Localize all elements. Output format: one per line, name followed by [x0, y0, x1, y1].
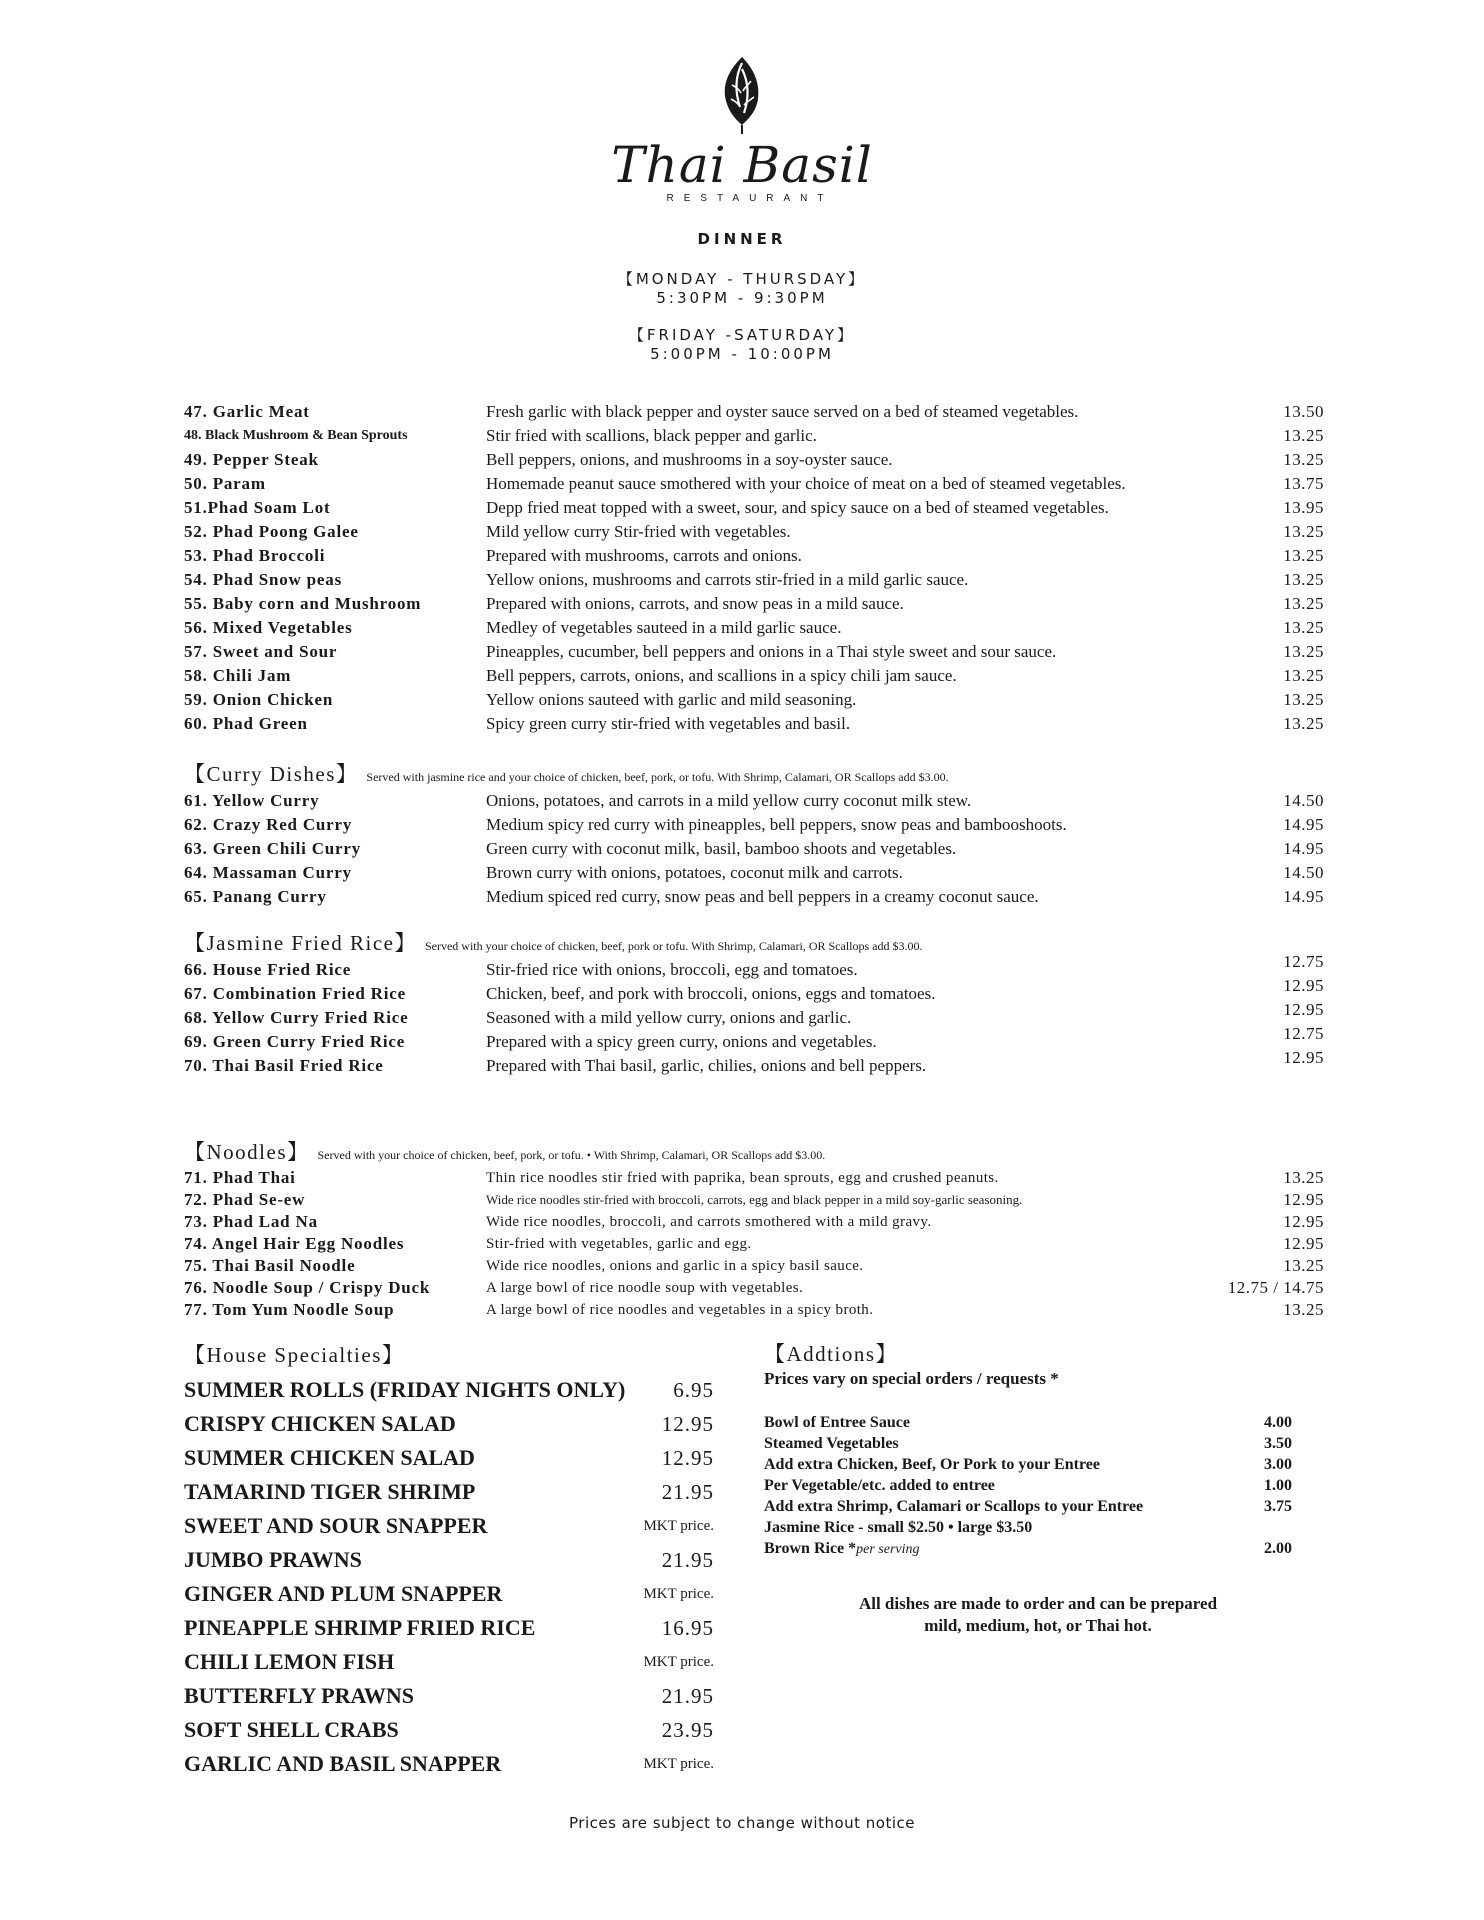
menu-item	[184, 688, 1324, 712]
item-price: 13.25	[1283, 1300, 1324, 1319]
item-name: 47. Garlic Meat	[184, 402, 310, 421]
item-price: 21.95	[661, 1548, 714, 1572]
item-name: CHILI LEMON FISH	[184, 1649, 395, 1674]
menu-item	[184, 1611, 714, 1645]
item-price: 12.75	[1283, 952, 1324, 971]
addition-item	[764, 1433, 1292, 1454]
item-desc: Thin rice noodles stir fried with paprika, bean sprouts, egg and crushed peanuts.	[486, 1170, 999, 1186]
addition-price: 4.00	[1264, 1414, 1292, 1431]
item-name: 68. Yellow Curry Fried Rice	[184, 1008, 409, 1027]
item-name: 51.Phad Soam Lot	[184, 498, 331, 517]
additions-subtitle: Prices vary on special orders / requests *	[764, 1369, 1059, 1388]
menu-item	[184, 424, 1324, 448]
menu-item	[184, 400, 1324, 424]
item-name: 61. Yellow Curry	[184, 791, 320, 810]
item-name: SUMMER ROLLS (FRIDAY NIGHTS ONLY)	[184, 1377, 626, 1402]
item-name: PINEAPPLE SHRIMP FRIED RICE	[184, 1615, 536, 1640]
addition-name: Per Vegetable/etc. added to entree	[764, 1477, 995, 1494]
item-name: 60. Phad Green	[184, 714, 308, 733]
item-name: 75. Thai Basil Noodle	[184, 1256, 356, 1275]
item-name: JUMBO PRAWNS	[184, 1547, 362, 1572]
addition-item	[764, 1412, 1292, 1433]
item-price: 13.95	[1283, 498, 1324, 517]
item-name: 55. Baby corn and Mushroom	[184, 594, 422, 613]
menu-item	[184, 520, 1324, 544]
item-name: 48. Black Mushroom & Bean Sprouts	[184, 428, 408, 443]
addition-name: Bowl of Entree Sauce	[764, 1414, 910, 1431]
item-price: 13.25	[1283, 666, 1324, 685]
addition-price: 3.00	[1264, 1456, 1292, 1473]
item-price: 12.95	[1283, 1048, 1324, 1067]
menu-item	[184, 976, 1324, 1006]
item-price: 14.50	[1283, 863, 1324, 882]
item-name: TAMARIND TIGER SHRIMP	[184, 1479, 476, 1504]
item-name: 56. Mixed Vegetables	[184, 618, 353, 637]
menu-item	[184, 1543, 714, 1577]
item-desc: Brown curry with onions, potatoes, coconut milk and carrots.	[486, 863, 903, 882]
section-note: Served with your choice of chicken, beef, pork or tofu. With Shrimp, Calamari, OR Scallops add $3.00.	[424, 939, 923, 953]
item-desc: Medium spiced red curry, snow peas and bell peppers in a creamy coconut sauce.	[486, 887, 1039, 906]
item-desc: A large bowl of rice noodles and vegetables in a spicy broth.	[486, 1302, 874, 1318]
section-heading	[184, 1337, 714, 1373]
item-price: 13.25	[1283, 426, 1324, 445]
item-name: GARLIC AND BASIL SNAPPER	[184, 1751, 502, 1776]
item-price: 13.25	[1283, 1168, 1324, 1187]
section-title: 【Curry Dishes】	[184, 762, 359, 786]
menu-item	[184, 712, 1324, 736]
menu-item	[184, 1713, 714, 1747]
item-name: 57. Sweet and Sour	[184, 642, 338, 661]
item-price: 13.25	[1283, 642, 1324, 661]
item-price: 13.25	[1283, 690, 1324, 709]
item-name: 72. Phad Se-ew	[184, 1190, 306, 1209]
item-price: 14.95	[1283, 887, 1324, 906]
item-price: 13.25	[1283, 570, 1324, 589]
menu-item	[184, 952, 1324, 982]
item-name: 58. Chili Jam	[184, 666, 292, 685]
menu-item	[184, 1277, 1324, 1299]
menu-item	[184, 1299, 1324, 1321]
item-name: SOFT SHELL CRABS	[184, 1717, 399, 1742]
item-desc: Medley of vegetables sauteed in a mild garlic sauce.	[486, 618, 842, 637]
menu-item	[184, 813, 1324, 837]
item-price: 13.25	[1283, 714, 1324, 733]
item-price: 12.95	[1283, 1190, 1324, 1209]
item-name: 73. Phad Lad Na	[184, 1212, 318, 1231]
item-price: 13.25	[1283, 1256, 1324, 1275]
item-desc: Bell peppers, carrots, onions, and scallions in a spicy chili jam sauce.	[486, 666, 957, 685]
item-desc: Stir fried with scallions, black pepper and garlic.	[486, 426, 817, 445]
addition-item	[764, 1538, 1292, 1559]
hours-weekend	[0, 326, 1484, 364]
noodles-section	[184, 1137, 1324, 1321]
menu-item	[184, 1255, 1324, 1277]
item-name: 69. Green Curry Fried Rice	[184, 1032, 406, 1051]
item-name: 76. Noodle Soup / Crispy Duck	[184, 1278, 431, 1297]
item-price: 12.95	[1283, 976, 1324, 995]
menu-item	[184, 1407, 714, 1441]
addition-price: 3.50	[1264, 1435, 1292, 1452]
menu-item	[184, 1000, 1324, 1030]
item-price: 21.95	[661, 1480, 714, 1504]
menu-item	[184, 1645, 714, 1679]
item-name: 62. Crazy Red Curry	[184, 815, 353, 834]
item-price: 12.95	[1283, 1212, 1324, 1231]
item-name: CRISPY CHICKEN SALAD	[184, 1411, 456, 1436]
item-name: 64. Massaman Curry	[184, 863, 352, 882]
menu-item	[184, 1189, 1324, 1211]
item-name: 70. Thai Basil Fried Rice	[184, 1056, 384, 1075]
item-price: 12.75	[1283, 1024, 1324, 1043]
menu-item	[184, 837, 1324, 861]
curry-section	[184, 759, 1324, 909]
brown-rice-label: Brown Rice *	[764, 1540, 857, 1557]
preparation-line: All dishes are made to order and can be prepared	[858, 1594, 1218, 1613]
item-price: 12.95	[661, 1412, 714, 1436]
addition-price: 2.00	[1264, 1540, 1292, 1557]
section-title: 【House Specialties】	[184, 1343, 405, 1367]
item-price: 12.95	[1283, 1000, 1324, 1019]
menu-item	[184, 1048, 1324, 1078]
addition-item	[764, 1475, 1292, 1496]
menu-item	[184, 568, 1324, 592]
section-heading	[184, 1137, 1324, 1167]
item-price: MKT price.	[643, 1586, 714, 1602]
preparation-line: mild, medium, hot, or Thai hot.	[924, 1616, 1152, 1635]
item-desc: Stir-fried with vegetables, garlic and egg.	[486, 1236, 752, 1252]
item-price: 23.95	[661, 1718, 714, 1742]
addition-name: Add extra Shrimp, Calamari or Scallops to your Entree	[764, 1498, 1144, 1515]
item-name: 63. Green Chili Curry	[184, 839, 362, 858]
menu-item	[184, 1233, 1324, 1255]
item-desc: Prepared with a spicy green curry, onions and vegetables.	[486, 1032, 877, 1051]
menu-header	[0, 55, 1484, 364]
item-name: 50. Param	[184, 474, 266, 493]
item-name: 52. Phad Poong Galee	[184, 522, 359, 541]
item-desc: Prepared with Thai basil, garlic, chilies, onions and bell peppers.	[486, 1056, 927, 1075]
menu-item	[184, 1373, 714, 1407]
item-price: 21.95	[661, 1684, 714, 1708]
item-desc: Pineapples, cucumber, bell peppers and onions in a Thai style sweet and sour sauce.	[486, 642, 1057, 661]
item-desc: Onions, potatoes, and carrots in a mild yellow curry coconut milk stew.	[486, 791, 972, 810]
item-price: 13.75	[1283, 474, 1324, 493]
item-desc: Wide rice noodles, onions and garlic in a spicy basil sauce.	[486, 1258, 864, 1274]
item-name: BUTTERFLY PRAWNS	[184, 1683, 415, 1708]
menu-item	[184, 789, 1324, 813]
item-price: 12.75 / 14.75	[1227, 1278, 1324, 1297]
section-heading	[764, 1340, 1292, 1368]
item-price: 6.95	[673, 1378, 714, 1402]
section-title: 【Addtions】	[764, 1342, 899, 1366]
section-note: Served with jasmine rice and your choice of chicken, beef, pork, or tofu. With Shrimp, Calamari, OR Scallops add $3.00.	[366, 770, 949, 784]
item-price: 13.25	[1283, 618, 1324, 637]
menu-item	[184, 544, 1324, 568]
item-price: 12.95	[661, 1446, 714, 1470]
footer-note: Prices are subject to change without notice	[569, 1814, 915, 1832]
item-price: MKT price.	[643, 1654, 714, 1670]
addition-name: Jasmine Rice - small $2.50 • large $3.50	[764, 1519, 1033, 1536]
preparation-note	[764, 1593, 1292, 1637]
addition-name	[764, 1538, 920, 1560]
item-desc: Chicken, beef, and pork with broccoli, onions, eggs and tomatoes.	[486, 984, 936, 1003]
item-desc: Spicy green curry stir-fried with vegetables and basil.	[486, 714, 851, 733]
menu-item	[184, 592, 1324, 616]
logo-name: Thai Basil	[611, 136, 873, 194]
section-title: 【Jasmine Fried Rice】	[184, 931, 417, 955]
item-desc: A large bowl of rice noodle soup with vegetables.	[486, 1280, 804, 1296]
brown-rice-note: per serving	[856, 1542, 920, 1557]
item-desc: Homemade peanut sauce smothered with your choice of meat on a bed of steamed vegetables.	[486, 474, 1126, 493]
menu-item	[184, 1509, 714, 1543]
addition-item	[764, 1496, 1292, 1517]
section-heading	[184, 759, 1324, 789]
hours-time: 5:30PM - 9:30PM	[656, 289, 828, 307]
item-desc: Wide rice noodles, broccoli, and carrots smothered with a mild gravy.	[486, 1214, 932, 1230]
section-note: Served with your choice of chicken, beef, pork, or tofu. • With Shrimp, Calamari, OR Scallops add $3.00.	[317, 1148, 826, 1162]
item-price: MKT price.	[643, 1518, 714, 1534]
menu-item	[184, 861, 1324, 885]
item-name: 59. Onion Chicken	[184, 690, 334, 709]
menu-item	[184, 472, 1324, 496]
item-desc: Prepared with onions, carrots, and snow peas in a mild sauce.	[486, 594, 904, 613]
item-price: 13.25	[1283, 522, 1324, 541]
menu-item	[184, 1475, 714, 1509]
hours-time: 5:00PM - 10:00PM	[650, 345, 834, 363]
item-price: 13.25	[1283, 594, 1324, 613]
addition-price: 1.00	[1264, 1477, 1292, 1494]
menu-item	[184, 1441, 714, 1475]
menu-item	[184, 885, 1324, 909]
item-name: 49. Pepper Steak	[184, 450, 319, 469]
menu-item	[184, 616, 1324, 640]
item-name: 66. House Fried Rice	[184, 960, 352, 979]
menu-item	[184, 496, 1324, 520]
item-desc: Mild yellow curry Stir-fried with vegetables.	[486, 522, 791, 541]
addition-item	[764, 1517, 1292, 1538]
item-desc: Fresh garlic with black pepper and oyster sauce served on a bed of steamed vegetables.	[486, 402, 1079, 421]
additions-section	[764, 1340, 1292, 1637]
menu-item	[184, 1679, 714, 1713]
menu-item	[184, 664, 1324, 688]
item-price: 14.95	[1283, 839, 1324, 858]
item-price: 12.95	[1283, 1234, 1324, 1253]
meal-title: DINNER	[697, 230, 787, 248]
hours-weekday	[0, 270, 1484, 308]
item-desc: Prepared with mushrooms, carrots and onions.	[486, 546, 802, 565]
addition-name: Steamed Vegetables	[764, 1435, 899, 1452]
item-desc: Yellow onions sauteed with garlic and mild seasoning.	[486, 690, 857, 709]
logo-subtitle: RESTAURANT	[666, 193, 834, 204]
menu-item	[184, 1747, 714, 1781]
addition-price: 3.75	[1264, 1498, 1292, 1515]
addition-name: Add extra Chicken, Beef, Or Pork to your Entree	[764, 1456, 1100, 1473]
item-name: 53. Phad Broccoli	[184, 546, 326, 565]
item-name: 77. Tom Yum Noodle Soup	[184, 1300, 395, 1319]
item-name: SWEET AND SOUR SNAPPER	[184, 1513, 488, 1538]
addition-item	[764, 1454, 1292, 1475]
menu-item	[184, 1211, 1324, 1233]
menu-item	[184, 1024, 1324, 1054]
additions-list	[764, 1412, 1292, 1559]
item-price: 14.95	[1283, 815, 1324, 834]
item-name: 67. Combination Fried Rice	[184, 984, 406, 1003]
section-title: 【Noodles】	[184, 1140, 310, 1164]
item-price: 14.50	[1283, 791, 1324, 810]
item-desc: Medium spicy red curry with pineapples, bell peppers, snow peas and bambooshoots.	[486, 815, 1067, 834]
item-name: SUMMER CHICKEN SALAD	[184, 1445, 475, 1470]
item-name: 71. Phad Thai	[184, 1168, 296, 1187]
item-name: 74. Angel Hair Egg Noodles	[184, 1234, 405, 1253]
item-desc: Green curry with coconut milk, basil, bamboo shoots and vegetables.	[486, 839, 957, 858]
menu-item	[184, 1167, 1324, 1189]
item-price: 13.25	[1283, 546, 1324, 565]
item-desc: Depp fried meat topped with a sweet, sour, and spicy sauce on a bed of steamed vegetables.	[486, 498, 1109, 517]
menu-item	[184, 1577, 714, 1611]
item-desc: Bell peppers, onions, and mushrooms in a soy-oyster sauce.	[486, 450, 893, 469]
item-desc: Wide rice noodles stir-fried with broccoli, carrots, egg and black pepper in a mild soy-garlic seasoning.	[486, 1192, 1023, 1207]
house-specialties-section	[184, 1337, 714, 1781]
item-name: GINGER AND PLUM SNAPPER	[184, 1581, 503, 1606]
item-desc: Yellow onions, mushrooms and carrots stir-fried in a mild garlic sauce.	[486, 570, 969, 589]
hours-days: 【MONDAY - THURSDAY】	[617, 270, 867, 288]
item-price: 13.50	[1283, 402, 1324, 421]
item-name: 54. Phad Snow peas	[184, 570, 342, 589]
section-heading	[184, 928, 1324, 958]
item-price: 16.95	[661, 1616, 714, 1640]
item-price: 13.25	[1283, 450, 1324, 469]
item-price: MKT price.	[643, 1756, 714, 1772]
item-desc: Stir-fried rice with onions, broccoli, egg and tomatoes.	[486, 960, 858, 979]
item-name: 65. Panang Curry	[184, 887, 327, 906]
menu-item	[184, 640, 1324, 664]
item-desc: Seasoned with a mild yellow curry, onions and garlic.	[486, 1008, 852, 1027]
fried-rice-section	[184, 928, 1324, 1078]
menu-item	[184, 448, 1324, 472]
hours-days: 【FRIDAY -SATURDAY】	[628, 326, 856, 344]
entrees-section	[184, 400, 1324, 736]
basil-leaf-icon	[720, 55, 764, 135]
